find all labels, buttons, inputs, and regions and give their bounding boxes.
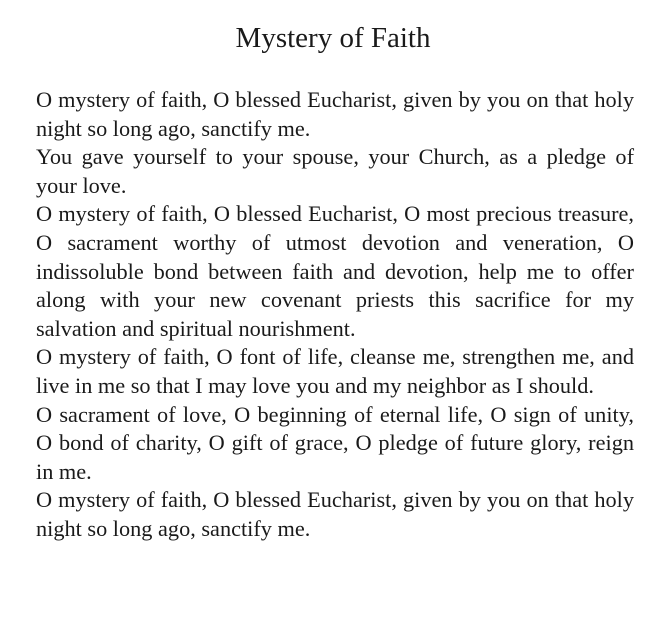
page-title: Mystery of Faith	[235, 22, 431, 54]
prayer-paragraph-3: O mystery of faith, O blessed Eucharist, O most precious treasure, O sacrament worthy of utmost devotion and veneration, O indissoluble bond between faith and devotion, help me to offer along with your new covenant priests this sacrifice for my salvation and spiritual nourishment.	[36, 201, 634, 341]
prayer-paragraph-4: O mystery of faith, O font of life, cleanse me, strengthen me, and live in me so that I may love you and my neighbor as I should.	[36, 344, 634, 398]
prayer-paragraph-5: O sacrament of love, O beginning of eternal life, O sign of unity, O bond of charity, O gift of grace, O pledge of future glory, reign in me.	[36, 401, 634, 484]
prayer-body	[36, 86, 634, 544]
prayer-paragraph-2: You gave yourself to your spouse, your Church, as a pledge of your love.	[36, 144, 634, 198]
prayer-paragraph-6: O mystery of faith, O blessed Eucharist, given by you on that holy night so long ago, sanctify me.	[36, 487, 634, 541]
prayer-paragraph-1: O mystery of faith, O blessed Eucharist, given by you on that holy night so long ago, sanctify me.	[36, 87, 634, 141]
